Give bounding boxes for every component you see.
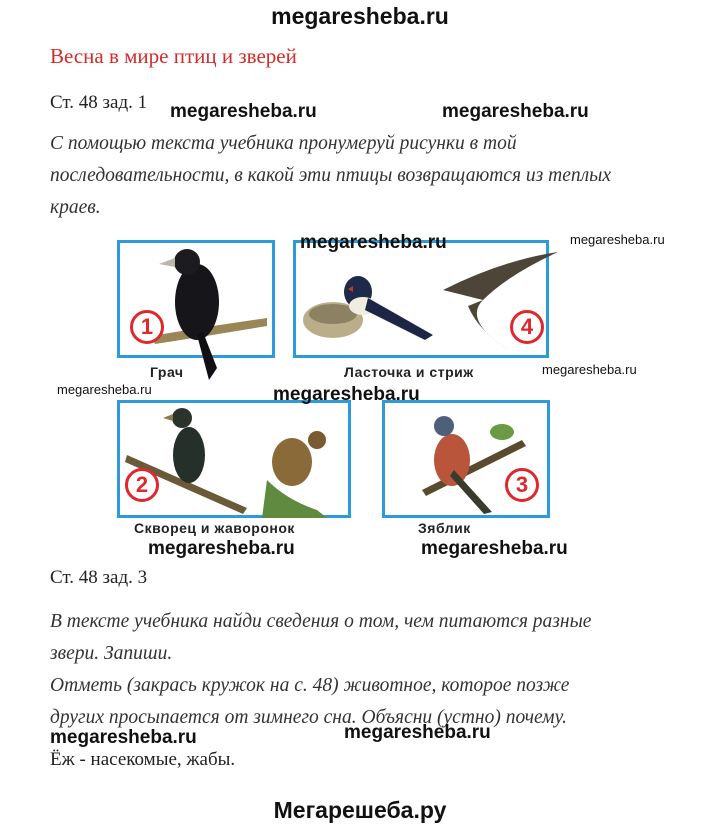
number-circle: 3 — [505, 468, 539, 502]
instruction-line: других просыпается от зимнего сна. Объясни (устно) почему. — [50, 707, 567, 728]
task3-instruction — [50, 606, 710, 734]
starling-skylark-image — [117, 400, 351, 530]
watermark: megaresheba.ru — [344, 722, 491, 743]
caption-rook: Грач — [150, 364, 184, 380]
instruction-line: звери. Запиши. — [50, 643, 173, 664]
chaffinch-image — [382, 400, 552, 530]
caption-chaffinch: Зяблик — [418, 520, 471, 536]
number-circle: 4 — [510, 310, 544, 344]
task3-answer: Ёж - насекомые, жабы. — [50, 749, 236, 770]
footer-brand[interactable]: Мегарешеба.ру — [273, 797, 447, 823]
task3-ref: Ст. 48 зад. 3 — [50, 567, 148, 588]
caption-starling-skylark: Скворец и жаворонок — [134, 520, 295, 536]
watermark: megaresheba.ru — [50, 727, 197, 748]
site-header[interactable]: megaresheba.ru — [271, 3, 449, 29]
number-circle: 1 — [130, 310, 164, 344]
swallow-swift-image — [293, 240, 563, 370]
instruction-line: С помощью текста учебника пронумеруй рисунки в той — [50, 133, 517, 154]
watermark: megaresheba.ru — [570, 232, 665, 247]
watermark: megaresheba.ru — [170, 101, 317, 122]
watermark: megaresheba.ru — [273, 384, 420, 405]
section-title: Весна в мире птиц и зверей — [50, 44, 297, 68]
watermark: megaresheba.ru — [442, 101, 589, 122]
watermark: megaresheba.ru — [57, 382, 152, 397]
instruction-line: последовательности, в какой эти птицы возвращаются из теплых — [50, 165, 611, 186]
watermark: megaresheba.ru — [300, 232, 447, 253]
instruction-line: краев. — [50, 197, 101, 218]
instruction-line: Отметь (закрась кружок на с. 48) животное, которое позже — [50, 675, 570, 696]
number-circle: 2 — [125, 468, 159, 502]
watermark: megaresheba.ru — [542, 362, 637, 377]
instruction-line: В тексте учебника найди сведения о том, чем питаются разные — [50, 611, 592, 632]
task1-ref: Ст. 48 зад. 1 — [50, 92, 148, 113]
watermark: megaresheba.ru — [148, 538, 295, 559]
watermark: megaresheba.ru — [421, 538, 568, 559]
task1-instruction — [50, 128, 710, 224]
caption-swallow-swift: Ласточка и стриж — [344, 364, 474, 380]
